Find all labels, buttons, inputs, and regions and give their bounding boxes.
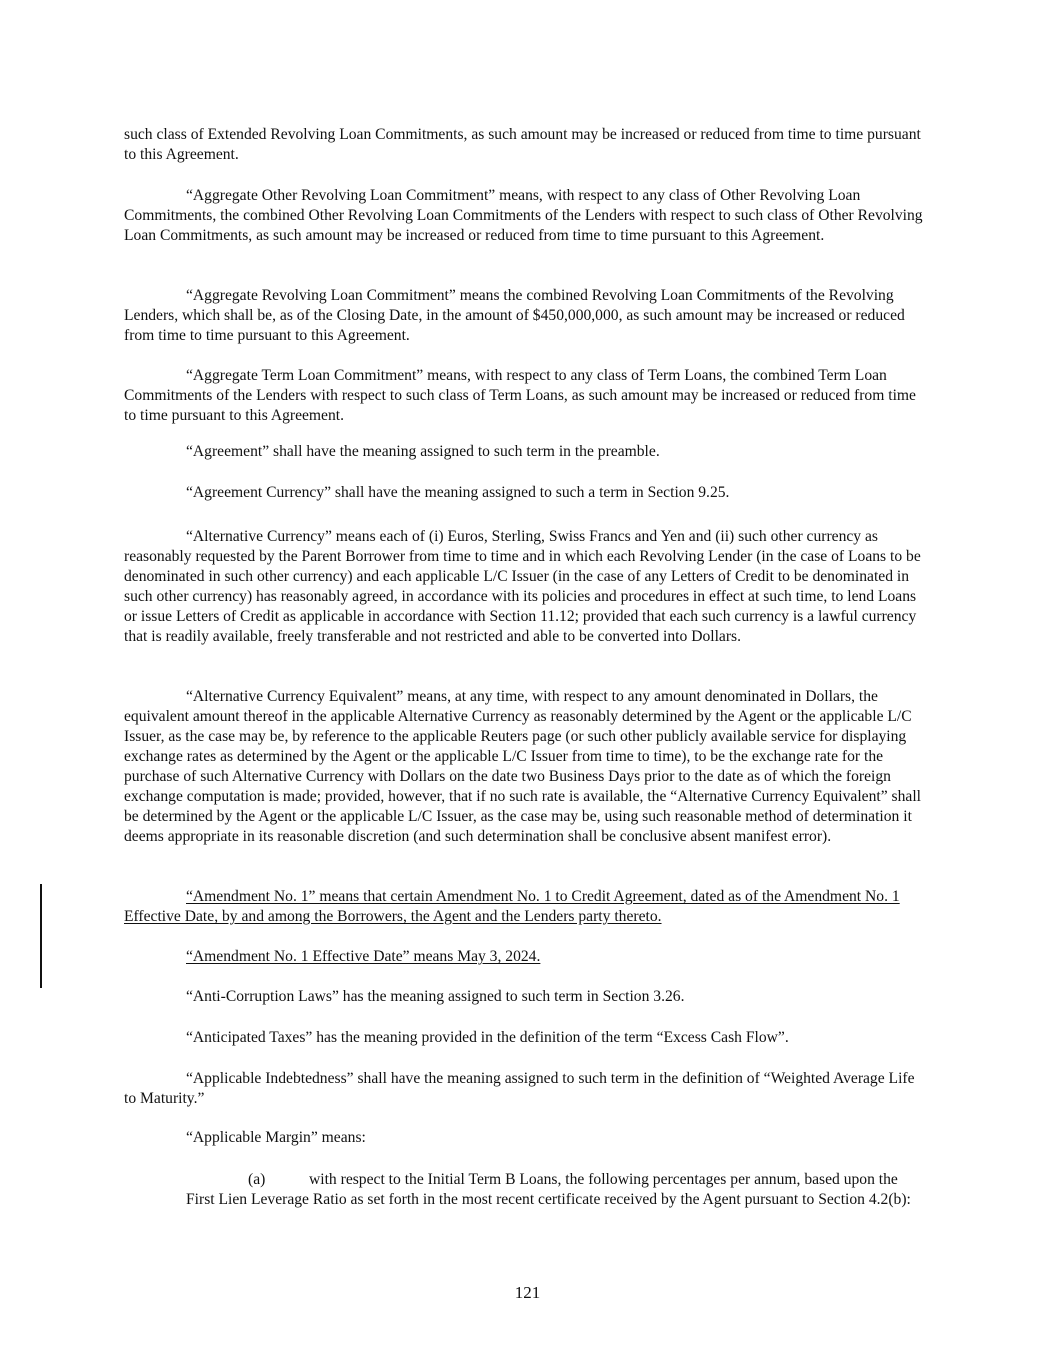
definition-agreement-currency: “Agreement Currency” shall have the meaning assigned to such a term in Section 9.25. bbox=[186, 484, 730, 501]
definition-applicable-margin: “Applicable Margin” means: bbox=[186, 1129, 366, 1146]
clause-text: with respect to the Initial Term B Loans, the following percentages per annum, based upon the First Lien Leverage Ratio as set forth in the most recent certificate received by the Agent pursuant to Section 4.2(b): bbox=[186, 1171, 911, 1208]
definition-aggregate-other-revolving-loan-commitment: “Aggregate Other Revolving Loan Commitment” means, with respect to any class of Other Revolving Loan Commitments, the combined Other Revolving Loan Commitments of the Lenders with respect to such class of Other Revolving Loan Commitments, as such amount may be increased or reduced from time to time pursuant to this Agreement. bbox=[124, 187, 923, 244]
definition-anticipated-taxes: “Anticipated Taxes” has the meaning provided in the definition of the term “Excess Cash Flow”. bbox=[186, 1029, 789, 1046]
definition-aggregate-revolving-loan-commitment: “Aggregate Revolving Loan Commitment” means the combined Revolving Loan Commitments of the Revolving Lenders, which shall be, as of the Closing Date, in the amount of $450,000,000, as such amount may be increased or reduced from time to time pursuant to this Agreement. bbox=[124, 287, 905, 344]
revision-change-bar bbox=[40, 884, 42, 988]
definition-agreement: “Agreement” shall have the meaning assigned to such term in the preamble. bbox=[186, 443, 660, 460]
applicable-margin-clause-a bbox=[186, 1170, 930, 1210]
paragraph-extended-revolving-continuation: such class of Extended Revolving Loan Commitments, as such amount may be increased or reduced from time to time pursuant to this Agreement. bbox=[124, 126, 921, 163]
definition-aggregate-term-loan-commitment: “Aggregate Term Loan Commitment” means, with respect to any class of Term Loans, the combined Term Loan Commitments of the Lenders with respect to such class of Term Loans, as such amount may be increased or reduced from time to time pursuant to this Agreement. bbox=[124, 367, 916, 424]
clause-label: (a) bbox=[248, 1171, 266, 1188]
page-number: 121 bbox=[514, 1283, 541, 1302]
definition-amendment-no-1: “Amendment No. 1” means that certain Amendment No. 1 to Credit Agreement, dated as of the Amendment No. 1 Effective Date, by and among the Borrowers, the Agent and the Lenders party thereto. bbox=[124, 888, 900, 925]
definition-anti-corruption-laws: “Anti-Corruption Laws” has the meaning assigned to such term in Section 3.26. bbox=[186, 988, 685, 1005]
definition-alternative-currency-equivalent: “Alternative Currency Equivalent” means, at any time, with respect to any amount denominated in Dollars, the equivalent amount thereof in the applicable Alternative Currency as reasonably determined by the Agent or the applicable L/C Issuer, as the case may be, by reference to the applicable Reuters page (or such other publicly available service for displaying exchange rates as determined by the Agent or the applicable L/C Issuer from time to time), to be the exchange rate for the purchase of such Alternative Currency with Dollars on the date two Business Days prior to the date as of which the foreign exchange computation is made; provided, however, that if no such rate is available, the “Alternative Currency Equivalent” shall be determined by the Agent or the applicable L/C Issuer, as the case may be, using such reasonable method of determination it deems appropriate in its reasonable discretion (and such determination shall be conclusive absent manifest error). bbox=[124, 688, 921, 845]
definition-applicable-indebtedness: “Applicable Indebtedness” shall have the meaning assigned to such term in the definition of “Weighted Average Life to Maturity.” bbox=[124, 1070, 915, 1107]
definition-alternative-currency: “Alternative Currency” means each of (i) Euros, Sterling, Swiss Francs and Yen and (ii) such other currency as reasonably requested by the Parent Borrower from time to time and in which each Revolving Lender (in the case of Loans to be denominated in such other currency) and each applicable L/C Issuer (in the case of any Letters of Credit to be denominated in such other currency) has reasonably agreed, in accordance with its policies and procedures in effect at such time, to lend Loans or issue Letters of Credit as applicable in accordance with Section 11.12; provided that each such currency is a lawful currency that is readily available, freely transferable and not restricted and able to be converted into Dollars. bbox=[124, 528, 921, 645]
definition-amendment-no-1-effective-date: “Amendment No. 1 Effective Date” means May 3, 2024. bbox=[186, 948, 541, 965]
